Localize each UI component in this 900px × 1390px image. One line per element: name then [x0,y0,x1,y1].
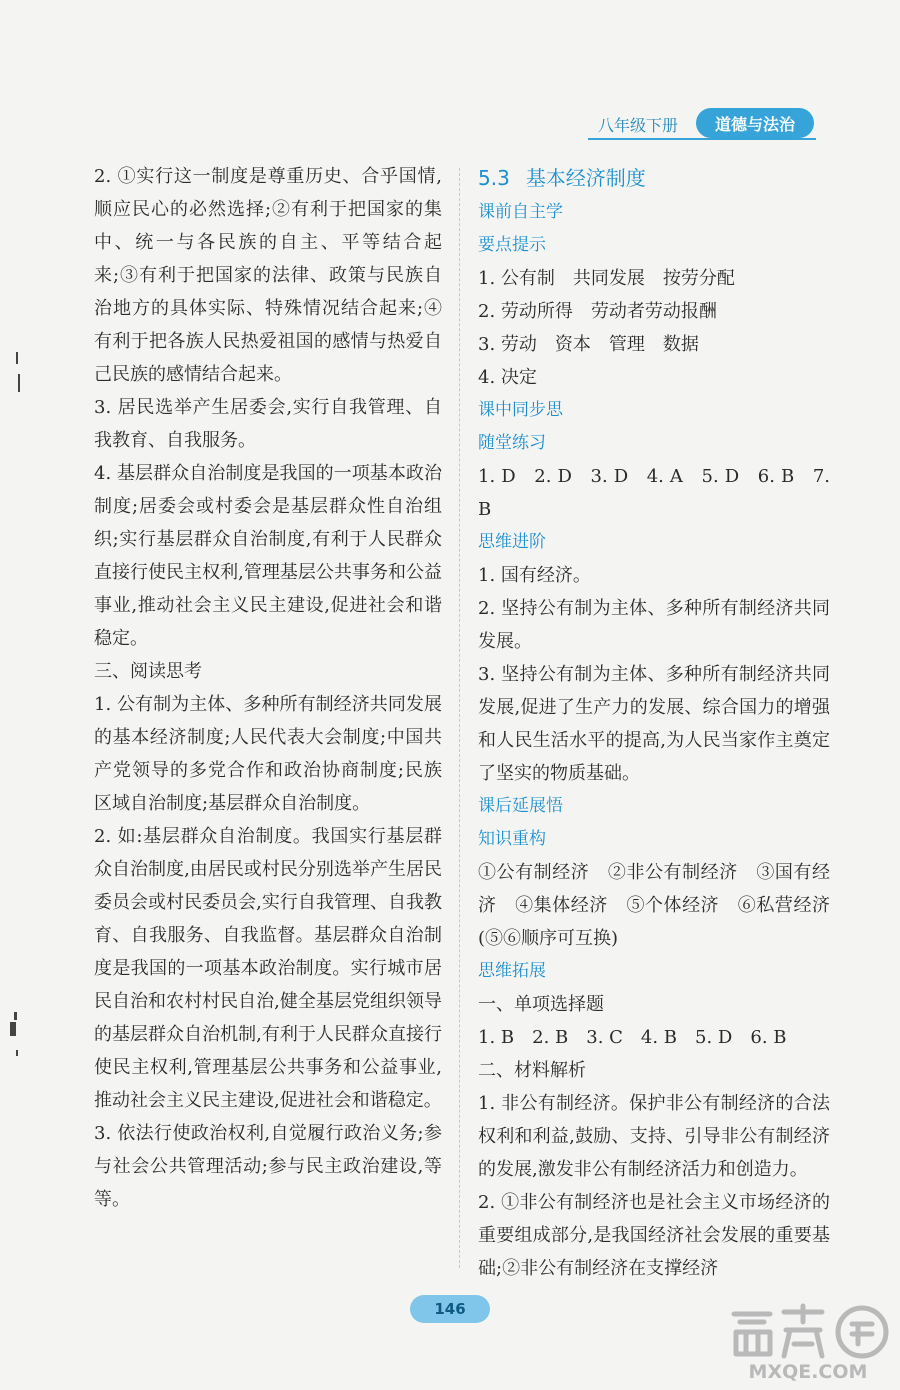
answer-paragraph: 2. ①非公有制经济也是社会主义市场经济的重要组成部分,是我国经济社会发展的重要基础;②非公有制经济在支撑经济 [478,1192,830,1279]
section-heading: 课中同步思 [478,400,563,420]
answer-paragraph: 3. 劳动 资本 管理 数据 [478,334,699,355]
left-column [94,160,442,1216]
answer-paragraph: 2. ①实行这一制度是尊重历史、合乎国情,顺应民心的必然选择;②有利于把国家的集中、统一与各民族的自主、平等结合起来;③有利于把国家的法律、政策与民族自治地方的具体实际、特殊情况结合起来;④有利于把各族人民热爱祖国的感情与热爱自己民族的感情结合起来。 [94,166,442,385]
page-number: 146 [410,1295,490,1323]
answer-paragraph: 4. 决定 [478,367,537,388]
answer-paragraph: 3. 坚持公有制为主体、多种所有制经济共同发展,促进了生产力的发展、综合国力的增强和人民生活水平的提高,为人民当家作主奠定了坚实的物质基础。 [478,664,830,784]
section-heading: 课前自主学 [478,202,563,222]
scan-mark [16,1050,18,1056]
answer-paragraph: 3. 依法行使政治权利,自觉履行政治义务;参与社会公共管理活动;参与民主政治建设,等等。 [94,1123,442,1210]
section-title-text: 基本经济制度 [525,166,646,190]
section-heading: 思维进阶 [478,532,546,552]
section-title [478,160,830,196]
answer-paragraph: 1. B 2. B 3. C 4. B 5. D 6. B [478,1027,787,1048]
answer-paragraph: 3. 居民选举产生居委会,实行自我管理、自我教育、自我服务。 [94,397,442,451]
answer-paragraph: 1. 国有经济。 [478,565,591,586]
section-subheading: 三、阅读思考 [94,661,202,682]
section-heading: 要点提示 [478,235,546,255]
answer-paragraph: 1. D 2. D 3. D 4. A 5. D 6. B 7. B [478,466,830,520]
answer-paragraph: 1. 非公有制经济。保护非公有制经济的合法权利和利益,鼓励、支持、引导非公有制经济的发展,激发非公有制经济活力和创造力。 [478,1093,830,1180]
answer-paragraph: ①公有制经济 ②非公有制经济 ③国有经济 ④集体经济 ⑤个体经济 ⑥私营经济(⑤⑥顺序可互换) [478,862,830,949]
answer-paragraph: 二、材料解析 [478,1060,586,1081]
right-column [478,160,830,1285]
section-heading: 思维拓展 [478,961,546,981]
grade-label: 八年级下册 [598,116,679,135]
answer-paragraph: 一、单项选择题 [478,994,604,1015]
right-column-content [478,196,830,1285]
answer-paragraph: 4. 基层群众自治制度是我国的一项基本政治制度;居委会或村委会是基层群众性自治组织;实行基层群众自治制度,有利于人民群众直接行使民主权利,管理基层公共事务和公益事业,推动社会主义民主建设,促进社会和谐稳定。 [94,463,442,649]
answer-paragraph: 1. 公有制 共同发展 按劳分配 [478,268,735,289]
answer-paragraph: 1. 公有制为主体、多种所有制经济共同发展的基本经济制度;人民代表大会制度;中国共产党领导的多党合作和政治协商制度;民族区域自治制度;基层群众自治制度。 [94,694,442,814]
section-heading: 随堂练习 [478,433,546,453]
answer-paragraph: 2. 劳动所得 劳动者劳动报酬 [478,301,717,322]
watermark-url: MXQE.COM [748,1361,868,1383]
answer-paragraph: 2. 如:基层群众自治制度。我国实行基层群众自治制度,由居民或村民分别选举产生居民委员会或村民委员会,实行自我管理、自我教育、自我服务、自我监督。基层群众自治制度是我国的一项基本政治制度。实行城市居民自治和农村村民自治,健全基层党组织领导的基层群众自治机制,有利于人民群众直接行使民主权利,管理基层公共事务和公益事业,推动社会主义民主建设,促进社会和谐稳定。 [94,826,442,1111]
section-heading: 课后延展悟 [478,796,563,816]
answer-paragraph: 2. 坚持公有制为主体、多种所有制经济共同发展。 [478,598,830,652]
section-number: 5.3 [478,166,510,190]
scan-mark [14,1012,17,1020]
column-divider [459,168,460,1268]
scan-mark [18,374,20,392]
header-rule [588,138,816,140]
watermark-logo [724,1300,892,1384]
subject-badge: 道德与法治 [696,108,814,138]
scan-mark [16,352,18,364]
section-heading: 知识重构 [478,829,546,849]
scan-mark [10,1022,16,1036]
